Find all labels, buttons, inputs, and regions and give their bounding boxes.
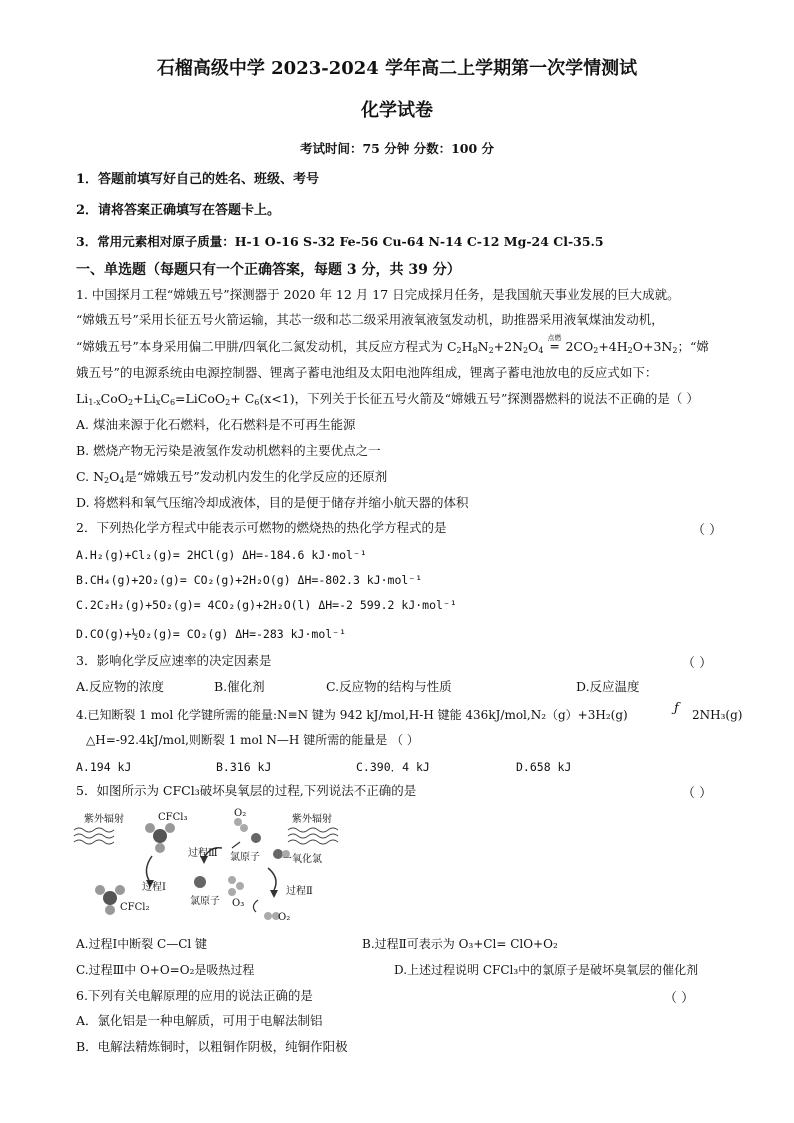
q2-stem: 2．下列热化学方程式中能表示可燃物的燃烧热的热化学方程式的是 (76, 520, 447, 535)
uv-label-right: 紫外辐射 (292, 814, 332, 825)
q3-option-c: C.反应物的结构与性质 (326, 679, 452, 694)
q4-option-a: A.194 kJ (76, 760, 132, 774)
o3-label: O₃ (232, 898, 245, 909)
exam-info: 考试时间：75 分钟 分数：100 分 (299, 141, 495, 156)
instruction-3: 3．常用元素相对原子质量：H-1 O-16 S-32 Fe-56 Cu-64 N-14 C-12 Mg-24 Cl-35.5 (76, 234, 604, 249)
q6-option-a: A．氯化铝是一种电解质，可用于电解法制铝 (76, 1013, 323, 1028)
clo-label: 一氧化氯 (282, 854, 322, 865)
q3-option-b: B.催化剂 (214, 679, 265, 694)
q4-line1: 4.已知断裂 1 mol 化学键所需的能量:N≡N 键为 942 kJ/mol,H-H 键能 436kJ/mol,N₂（g）+3H₂(g) (76, 708, 628, 722)
q2-option-d: D.CO(g)+½O₂(g)= CO₂(g) ΔH=-283 kJ·mol⁻¹ (76, 627, 347, 641)
q1-option-d: D. 将燃料和氧气压缩冷却成液体，目的是便于储存并缩小航天器的体积 (76, 495, 469, 510)
q4-option-c: C.390．4 kJ (356, 760, 430, 774)
cfcl3-label: CFCl₃ (158, 812, 188, 823)
q6-stem: 6.下列有关电解原理的应用的说法正确的是 (76, 988, 313, 1003)
q5-option-d: D.上述过程说明 CFCl₃中的氯原子是破坏臭氧层的催化剂 (394, 963, 699, 977)
q4-option-b: B.316 kJ (216, 760, 272, 774)
q4-equilibrium-symbol: ƒ (674, 701, 679, 716)
q1-line2: “嫦娥五号”采用长征五号火箭运输，其芯一级和芯二级采用液氧液氢发动机，助推器采用液氧煤油发动机， (76, 312, 664, 327)
cl-atom-label: 氯原子 (190, 896, 220, 907)
q3-answer-paren: （ ） (682, 656, 713, 671)
uv-label-left: 紫外辐射 (84, 814, 124, 825)
q2-option-c: C.2C₂H₂(g)+5O₂(g)= 4CO₂(g)+2H₂O(l) ΔH=-2 599.2 kJ·mol⁻¹ (76, 598, 457, 612)
q1-option-b: B. 燃烧产物无污染是液氢作发动机燃料的主要优点之一 (76, 443, 381, 458)
cfcl2-label: CFCl₂ (120, 902, 150, 913)
q5-answer-paren: （ ） (682, 786, 713, 801)
process1-label: 过程Ⅰ (142, 882, 166, 893)
q3-option-a: A.反应物的浓度 (76, 679, 165, 694)
q4-line1-product: 2NH₃(g) (692, 708, 743, 722)
process3-label: 过程Ⅲ (188, 848, 218, 859)
page-title: 石榴高级中学 2023-2024 学年高二上学期第一次学情测试 (156, 58, 638, 79)
q2-option-a: A.H₂(g)+Cl₂(g)= 2HCl(g) ΔH=-184.6 kJ·mol⁻¹ (76, 548, 367, 562)
q2-option-b: B.CH₄(g)+2O₂(g)= CO₂(g)+2H₂O(g) ΔH=-802.3 kJ·mol⁻¹ (76, 573, 423, 587)
q5-option-c: C.过程Ⅲ中 O+O=O₂是吸热过程 (76, 963, 255, 977)
q4-option-d: D.658 kJ (516, 760, 572, 774)
o2-bottom-label: O₂ (278, 912, 291, 923)
q4-line2: △H=-92.4kJ/mol,则断裂 1 mol N—H 键所需的能量是 （ ） (86, 733, 419, 747)
page-subtitle: 化学试卷 (361, 100, 433, 121)
q6-option-b: B．电解法精炼铜时，以粗铜作阴极，纯铜作阳极 (76, 1039, 348, 1054)
ozone-diagram (72, 808, 372, 928)
q5-option-a: A.过程Ⅰ中断裂 C—Cl 键 (76, 937, 208, 951)
q1-line1: 1. 中国探月工程“嫦娥五号”探测器于 2020 年 12 月 17 日完成採月任务，是我国航天事业发展的巨大成就。 (76, 287, 680, 302)
q3-option-d: D.反应温度 (576, 679, 640, 694)
q1-line4: 娥五号”的电源系统由电源控制器、锂离子蓄电池组及太阳电池阵组成，锂离子蓄电池放电的反应式如下： (76, 365, 658, 380)
q5-option-b: B.过程Ⅱ可表示为 O₃+Cl= ClO+O₂ (362, 937, 558, 951)
q6-answer-paren: （ ） (664, 991, 695, 1006)
q1-line5: $Li_{1-x}CoO_2+Li_xC_6=LiCoO_2+ C_6(x<1)$，下列关于长征五号火箭及“嫦娥五号”探测器燃料的说法不正确的是（ ） (76, 391, 699, 407)
instruction-2: 2．请将答案正确填写在答题卡上。 (76, 203, 281, 218)
cl-atom-top-label: 氯原子 (230, 852, 260, 863)
process2-label: 过程Ⅱ (286, 886, 313, 897)
ozone-diagram-graphic (72, 808, 372, 928)
q1-option-a: A. 煤油来源于化石燃料，化石燃料是不可再生能源 (76, 417, 356, 432)
section-heading: 一、单选题（每题只有一个正确答案，每题 3 分，共 39 分） (76, 262, 461, 278)
q1-line3: “嫦娥五号”本身采用偏二甲肼/四氧化二氮发动机，其反应方程式为 $C_2H_8N_2+2N_2O_4$ 点燃 ═ $2CO_2+4H_2O+3N_2$；“嫦 (76, 334, 709, 355)
q3-stem: 3．影响化学反应速率的决定因素是 (76, 653, 272, 668)
q5-stem: 5．如图所示为 CFCl₃破坏臭氧层的过程,下列说法不正确的是 (76, 783, 417, 798)
q1-option-c: C. $N_2O_4$是“嫦娥五号”发动机内发生的化学反应的还原剂 (76, 469, 388, 485)
instruction-1: 1．答题前填写好自己的姓名、班级、考号 (76, 172, 320, 187)
o2-top-label: O₂ (234, 808, 247, 819)
q2-answer-paren: （ ） (692, 523, 723, 538)
